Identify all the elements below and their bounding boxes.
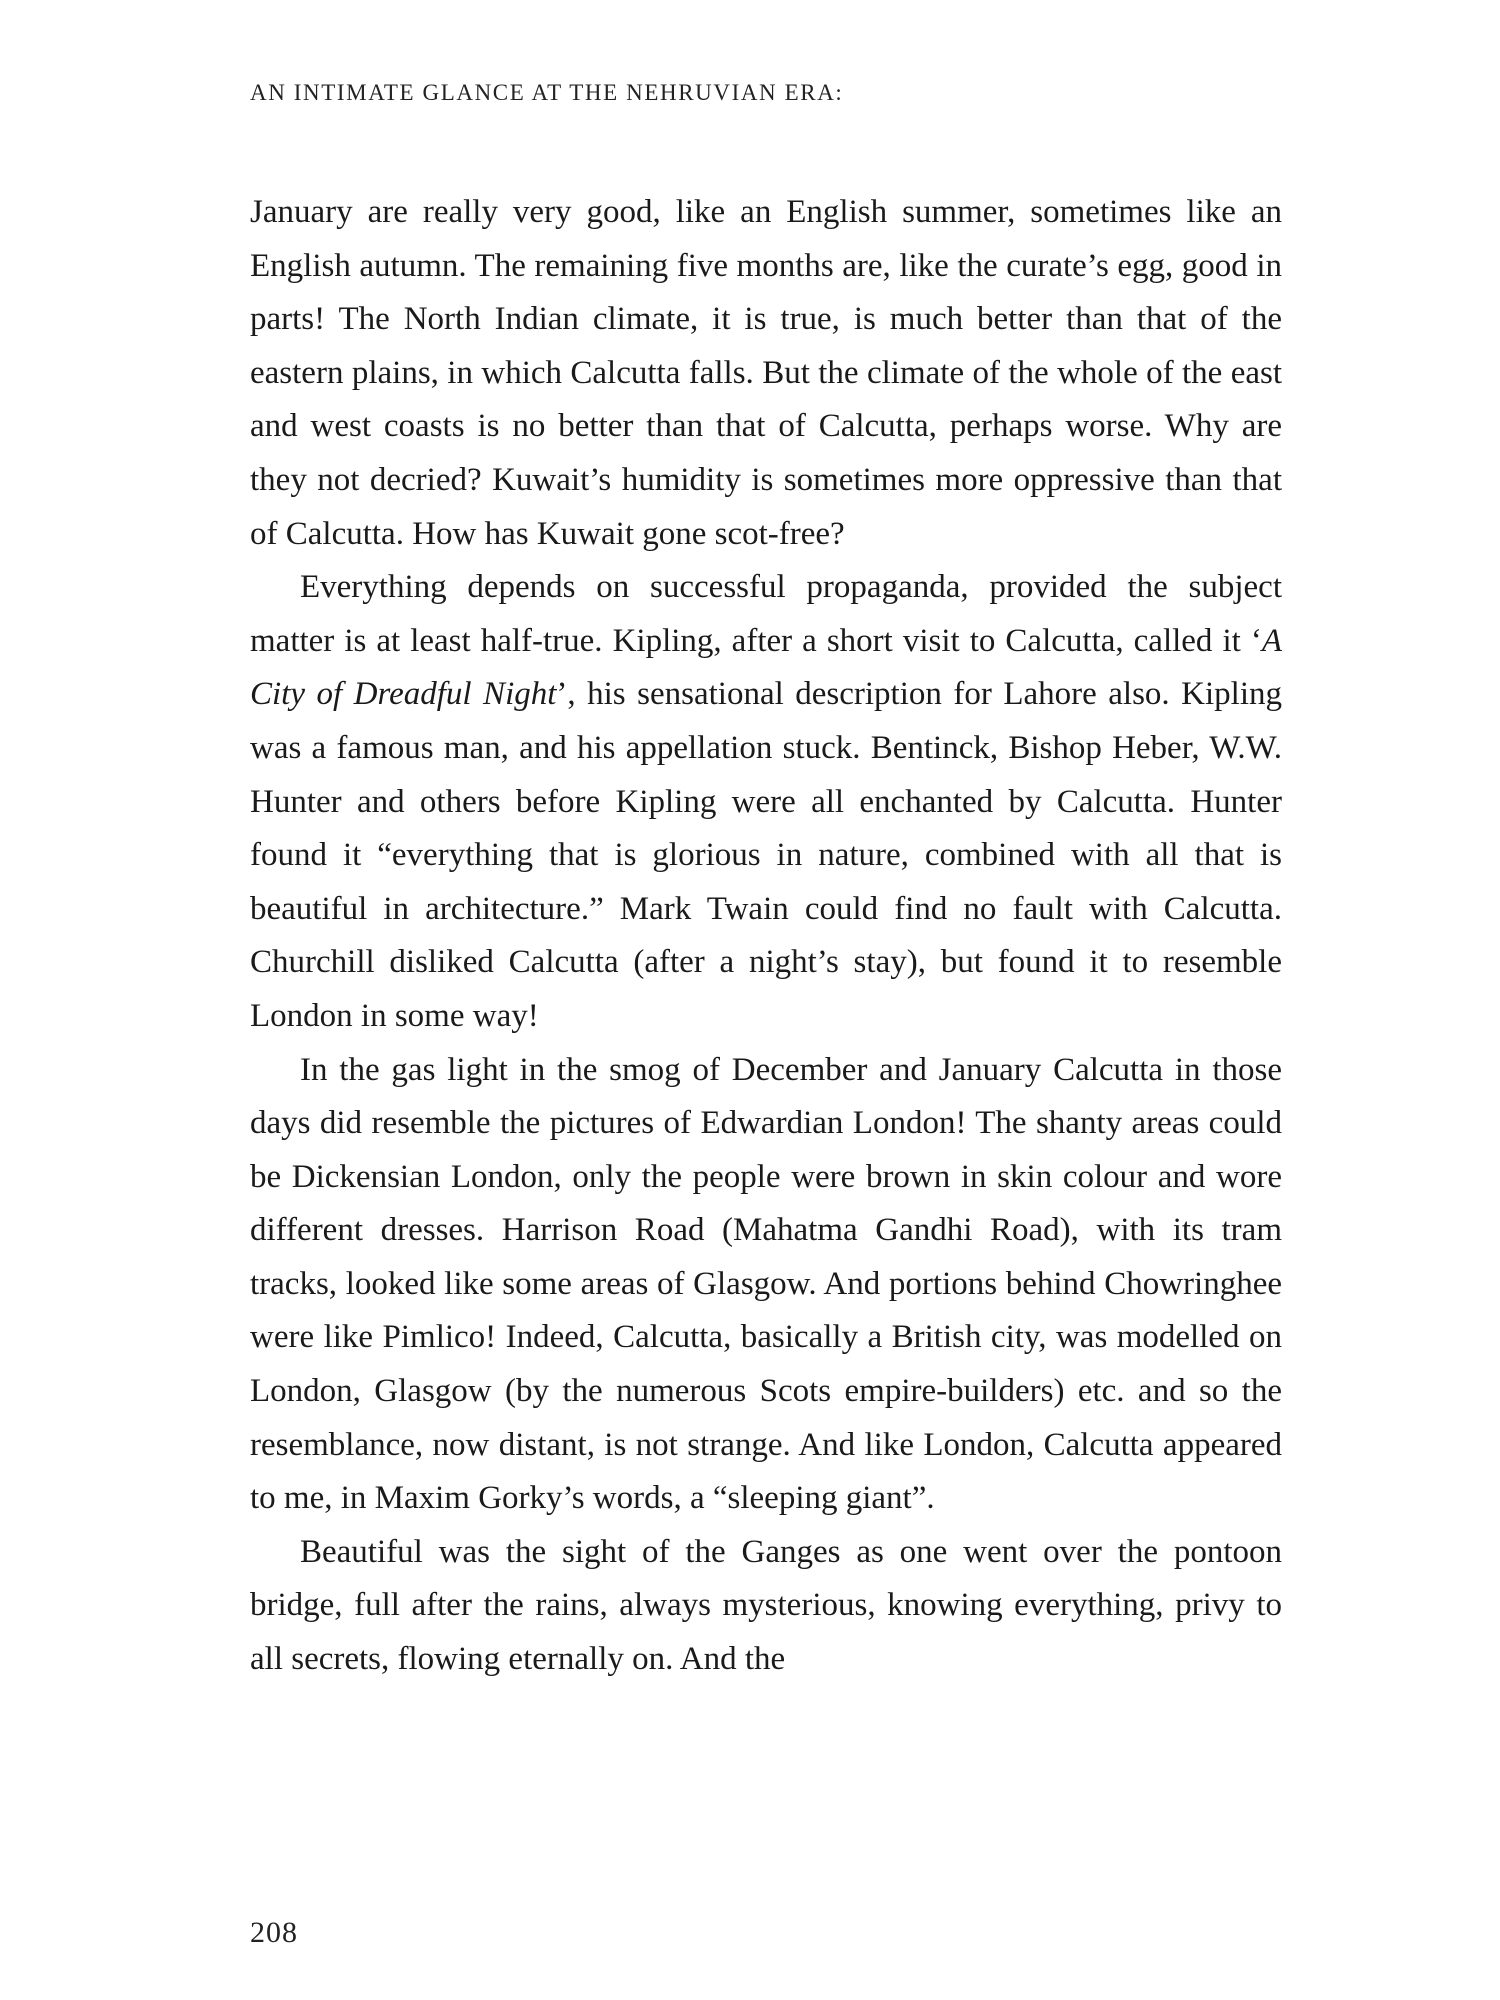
body-text	[250, 186, 1282, 1687]
paragraph-3: In the gas light in the smog of December and January Calcutta in those days did resemble the pictures of Edwardian London! The shanty areas could be Dickensian London, only the people were brown in skin colour and wore different dresses. Harrison Road (Mahatma Gandhi Road), with its tram tracks, looked like some areas of Glasgow. And portions behind Chowringhee were like Pimlico! Indeed, Calcutta, basically a British city, was modelled on London, Glasgow (by the numerous Scots empire-builders) etc. and so the resemblance, now distant, is not strange. And like London, Calcutta appeared to me, in Maxim Gorky’s words, a “sleeping giant”.	[250, 1051, 1282, 1517]
page-number: 208	[250, 1916, 298, 1949]
book-title-italic: A City of Dreadful Night	[250, 622, 1282, 713]
paragraph-2-text-b: ’, his sensational description for Lahore also. Kipling was a famous man, and his appellation stuck. Bentinck, Bishop Heber, W.W. Hunter and others before Kipling were all enchanted by Calcutta. Hunter found it “everything that is glorious in nature, combined with all that is beautiful in architecture.” Mark Twain could find no fault with Calcutta. Churchill disliked Calcutta (after a night’s stay), but found it to resemble London in some way!	[250, 676, 1282, 1034]
paragraph-2-text-a: Everything depends on successful propaganda, provided the subject matter is at least half-true. Kipling, after a short visit to Calcutta, called it ‘	[250, 569, 1282, 659]
running-head: AN INTIMATE GLANCE AT THE NEHRUVIAN ERA:	[250, 80, 844, 105]
paragraph-2	[250, 561, 1282, 1043]
paragraph-4: Beautiful was the sight of the Ganges as one went over the pontoon bridge, full after the rains, always mysterious, knowing everything, privy to all secrets, flowing eternally on. And the	[250, 1533, 1282, 1678]
paragraph-1: January are really very good, like an English summer, sometimes like an English autumn. The remaining five months are, like the curate’s egg, good in parts! The North Indian climate, it is true, is much better than that of the eastern plains, in which Calcutta falls. But the climate of the whole of the east and west coasts is no better than that of Calcutta, perhaps worse. Why are they not decried? Kuwait’s humidity is sometimes more oppressive than that of Calcutta. How has Kuwait gone scot-free?	[250, 194, 1282, 552]
